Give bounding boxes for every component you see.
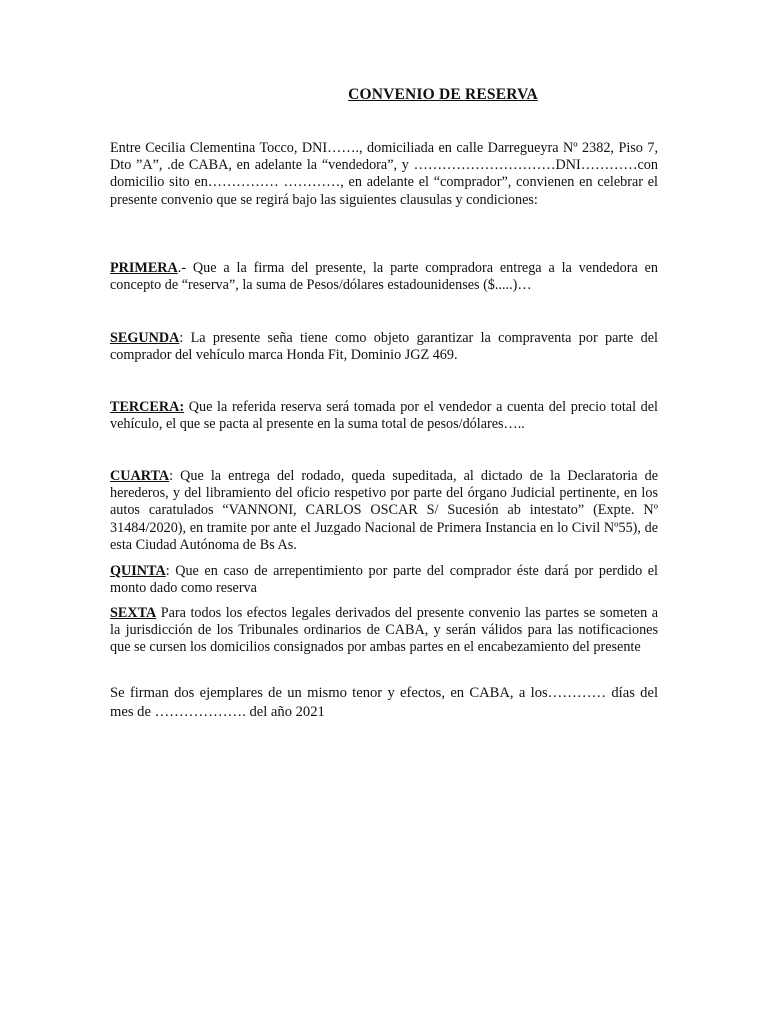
- clause-label: SEXTA: [110, 605, 157, 621]
- clause-text: Para todos los efectos legales derivados del presente convenio las partes se someten a la jurisdicción de los Tribunales ordinarios de CABA, y serán válidos para las notificaciones que se cursen los domicilios consignados por ambas partes en el encabezamiento del presente: [110, 605, 658, 656]
- clause-text: : Que en caso de arrepentimiento por parte del comprador éste dará por perdido el monto dado como reserva: [110, 563, 658, 597]
- clause-tercera: [110, 399, 658, 433]
- document-title: CONVENIO DE RESERVA: [348, 86, 538, 103]
- clause-label: QUINTA: [110, 563, 166, 579]
- clause-label: CUARTA: [110, 468, 170, 484]
- clause-cuarta: [110, 468, 658, 554]
- clause-sexta: [110, 605, 658, 657]
- clause-segunda: [110, 330, 658, 364]
- clause-label: SEGUNDA: [110, 330, 180, 346]
- clause-text: .- Que a la firma del presente, la parte compradora entrega a la vendedora en concepto de “reserva”, la suma de Pesos/dólares estadounidenses ($.....)…: [110, 260, 658, 294]
- intro-paragraph: Entre Cecilia Clementina Tocco, DNI……., domiciliada en calle Darregueyra Nº 2382, Piso 7, Dto ”A”, .de CABA, en adelante la “vendedora”, y …………………………DNI…………con domicilio sito en…………… …………, en adelante el “comprador”, convienen en celebrar el presente convenio que se regirá bajo las siguientes clausulas y condiciones:: [110, 140, 658, 208]
- clause-label: TERCERA:: [110, 399, 185, 415]
- clause-label: PRIMERA: [110, 260, 178, 276]
- closing-paragraph: Se firman dos ejemplares de un mismo tenor y efectos, en CABA, a los………… días del mes de ………………. del año 2021: [110, 685, 658, 720]
- clause-text: : La presente seña tiene como objeto garantizar la compraventa por parte del comprador del vehículo marca Honda Fit, Dominio JGZ 469.: [110, 330, 658, 364]
- clause-quinta: [110, 563, 658, 597]
- clause-text: : Que la entrega del rodado, queda supeditada, al dictado de la Declaratoria de herederos, y del libramiento del oficio respetivo por parte del órgano Judicial pertinente, en los autos caratulados “VANNONI, CARLOS OSCAR S/ Sucesión ab intestato” (Expte. Nº 31484/2020), en tramite por ante el Juzgado Nacional de Primera Instancia en lo Civil Nº55), de esta Ciudad Autónoma de Bs As.: [110, 468, 658, 553]
- clause-text: Que la referida reserva será tomada por el vendedor a cuenta del precio total del vehículo, el que se pacta al presente en la suma total de pesos/dólares…..: [110, 399, 658, 433]
- clause-primera: [110, 260, 658, 294]
